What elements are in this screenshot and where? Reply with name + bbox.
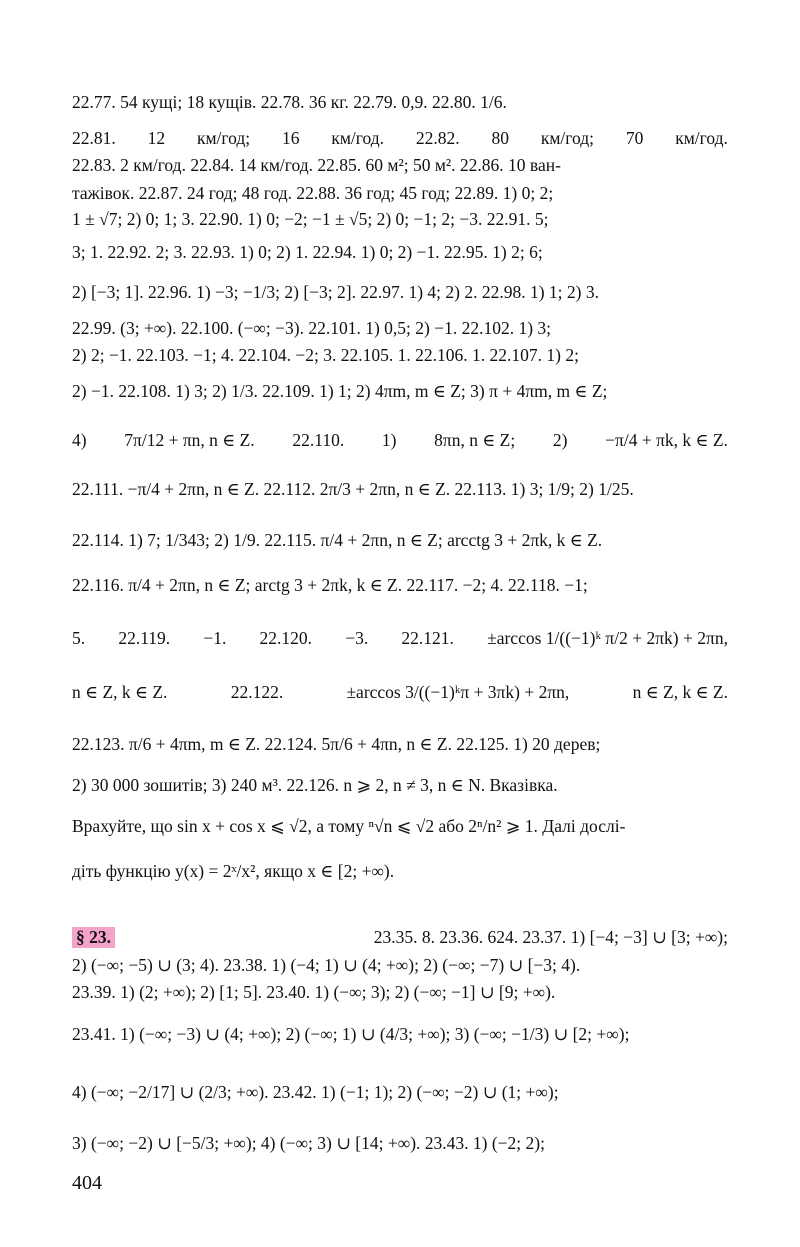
answer-line-6	[72, 230, 728, 274]
line-token: 1)	[381, 429, 397, 450]
line-token: −π/4 + πk, k ∈ Z.	[605, 429, 728, 450]
line-text: тажівок. 22.87. 24 год; 48 год. 22.88. 36 год; 45 год; 22.89. 1) 0; 2;	[72, 182, 554, 203]
line-token: 22.81.	[72, 127, 116, 148]
line-token: км/год.	[675, 127, 728, 148]
line-token: 22.121.	[401, 627, 454, 648]
line-token: 22.120.	[259, 627, 313, 648]
answer-line-12	[72, 467, 728, 511]
answer-line-10	[72, 369, 728, 413]
answer-line-17	[72, 722, 728, 766]
section-marker: § 23.	[72, 927, 115, 948]
line-text: 2) [−3; 1]. 22.96. 1) −3; −1/3; 2) [−3; 2]. 22.97. 1) 4; 2) 2. 22.98. 1) 1; 2) 3.	[72, 281, 599, 302]
line-token: 7π/12 + πn, n ∈ Z.	[124, 429, 255, 450]
line-token: км/год;	[196, 127, 251, 148]
line-token: 2)	[552, 429, 568, 450]
answer-line-14	[72, 563, 728, 607]
line-token: 4)	[72, 429, 87, 450]
answer-line-11	[72, 418, 728, 462]
answer-line-20	[72, 849, 728, 893]
line-text: 2) 2; −1. 22.103. −1; 4. 22.104. −2; 3. 22.105. 1. 22.106. 1. 22.107. 1) 2;	[72, 344, 579, 365]
line-token: −1.	[203, 627, 227, 648]
line-token: n ∈ Z, k ∈ Z.	[72, 681, 168, 702]
line-text: 2) −1. 22.108. 1) 3; 2) 1/3. 22.109. 1) 1; 2) 4πm, m ∈ Z; 3) π + 4πm, m ∈ Z;	[72, 380, 608, 401]
line-text: 3) (−∞; −2) ∪ [−5/3; +∞); 4) (−∞; 3) ∪ [14; +∞). 23.43. 1) (−2; 2);	[72, 1132, 545, 1153]
answer-line-19	[72, 804, 728, 848]
line-text: 2) (−∞; −5) ∪ (3; 4). 23.38. 1) (−4; 1) ∪ (4; +∞); 2) (−∞; −7) ∪ [−3; 4).	[72, 954, 581, 975]
line-token: км/год.	[331, 127, 385, 148]
answer-line-1	[72, 80, 728, 124]
answer-line-15	[72, 616, 728, 660]
answer-line-13	[72, 518, 728, 562]
answer-line-18	[72, 763, 728, 807]
line-token: ±arccos 3/((−1)ᵏπ + 3πk) + 2πn,	[346, 681, 570, 702]
line-token: 22.82.	[415, 127, 460, 148]
line-text: діть функцію y(x) = 2ˣ/x², якщо x ∈ [2; +∞).	[72, 860, 395, 881]
line-text: 2) 30 000 зошитів; 3) 240 м³. 22.126. n ⩾ 2, n ≠ 3, n ∈ N. Вказівка.	[72, 774, 558, 795]
line-text: 4) (−∞; −2/17] ∪ (2/3; +∞). 23.42. 1) (−1; 1); 2) (−∞; −2) ∪ (1; +∞);	[72, 1081, 559, 1102]
line-token: 8πn, n ∈ Z;	[434, 429, 516, 450]
section-23-line-4	[72, 1012, 728, 1056]
line-text: 22.123. π/6 + 4πm, m ∈ Z. 22.124. 5π/6 + 4πn, n ∈ Z. 22.125. 1) 20 дерев;	[72, 733, 601, 754]
line-text: 23.35. 8. 23.36. 624. 23.37. 1) [−4; −3] ∪ [3; +∞);	[373, 926, 728, 947]
line-text: 22.83. 2 км/год. 22.84. 14 км/год. 22.85. 60 м²; 50 м². 22.86. 10 ван-	[72, 154, 561, 175]
section-23-line-6	[72, 1121, 728, 1165]
line-token: 70	[625, 127, 644, 148]
line-text: 22.116. π/4 + 2πn, n ∈ Z; arctg 3 + 2πk, k ∈ Z. 22.117. −2; 4. 22.118. −1;	[72, 574, 588, 595]
line-text: Врахуйте, що sin x + cos x ⩽ √2, а тому ⁿ√n ⩽ √2 або 2ⁿ/n² ⩾ 1. Далі дослі-	[72, 815, 626, 836]
line-text: 22.114. 1) 7; 1/343; 2) 1/9. 22.115. π/4 + 2πn, n ∈ Z; arcctg 3 + 2πk, k ∈ Z.	[72, 529, 603, 550]
line-token: n ∈ Z, k ∈ Z.	[632, 681, 728, 702]
line-token: 22.122.	[230, 681, 284, 702]
line-token: −3.	[345, 627, 369, 648]
page-number: 404	[72, 1172, 102, 1194]
line-token: 22.110.	[292, 429, 345, 450]
section-23-line-3	[72, 975, 728, 1009]
line-text: 22.99. (3; +∞). 22.100. (−∞; −3). 22.101. 1) 0,5; 2) −1. 22.102. 1) 3;	[72, 317, 552, 338]
answer-line-16	[72, 670, 728, 714]
line-text: 3; 1. 22.92. 2; 3. 22.93. 1) 0; 2) 1. 22.94. 1) 0; 2) −1. 22.95. 1) 2; 6;	[72, 241, 543, 262]
line-token: 80	[491, 127, 509, 148]
line-text: 22.111. −π/4 + 2πn, n ∈ Z. 22.112. 2π/3 + 2πn, n ∈ Z. 22.113. 1) 3; 1/9; 2) 1/25.	[72, 478, 634, 499]
line-text: 23.41. 1) (−∞; −3) ∪ (4; +∞); 2) (−∞; 1) ∪ (4/3; +∞); 3) (−∞; −1/3) ∪ [2; +∞);	[72, 1023, 630, 1044]
section-23-line-5	[72, 1070, 728, 1114]
line-token: 12	[147, 127, 166, 148]
line-token: ±arccos 1/((−1)ᵏ π/2 + 2πk) + 2πn,	[487, 627, 728, 648]
line-text: 23.39. 1) (2; +∞); 2) [1; 5]. 23.40. 1) (−∞; 3); 2) (−∞; −1] ∪ [9; +∞).	[72, 981, 556, 1002]
line-token: км/год;	[540, 127, 595, 148]
line-text: 22.77. 54 кущі; 18 кущів. 22.78. 36 кг. 22.79. 0,9. 22.80. 1/6.	[72, 91, 507, 112]
line-token: 22.119.	[118, 627, 171, 648]
line-token: 5.	[72, 627, 86, 648]
line-text: 1 ± √7; 2) 0; 1; 3. 22.90. 1) 0; −2; −1 ± √5; 2) 0; −1; 2; −3. 22.91. 5;	[72, 208, 549, 229]
line-token: 16	[281, 127, 300, 148]
